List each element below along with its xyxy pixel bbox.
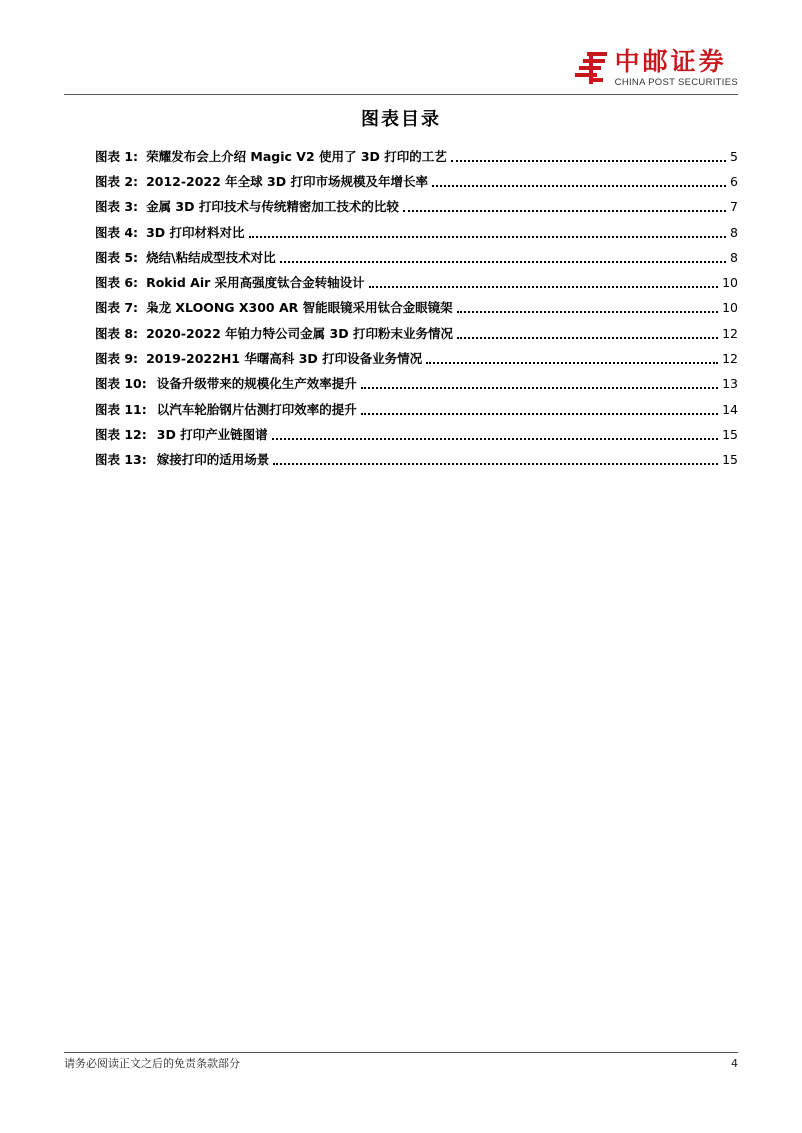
toc-entry-label: 图表 1:: [95, 148, 139, 164]
toc-entry-title: 金属 3D 打印技术与传统精密加工技术的比较: [146, 199, 399, 215]
brand-name-en: CHINA POST SECURITIES: [614, 77, 738, 88]
header-divider: [64, 94, 738, 95]
toc-entry[interactable]: [95, 296, 738, 321]
toc-entry-title: 设备升级带来的规模化生产效率提升: [156, 376, 357, 392]
toc-entry-page: 15: [722, 452, 738, 468]
toc-entry-page: 12: [722, 325, 738, 341]
toc-entry-page: 10: [722, 275, 738, 291]
toc-entry-title: 2020-2022 年铂力特公司金属 3D 打印粉末业务情况: [146, 325, 453, 341]
china-post-logo-icon: [573, 50, 609, 86]
toc-entry-title: 2012-2022 年全球 3D 打印市场规模及年增长率: [146, 173, 428, 189]
toc-entry-label: 图表 9:: [95, 351, 139, 367]
toc-entry-page: 8: [730, 224, 738, 240]
toc-leader-dots: [432, 185, 726, 187]
toc-entry-page: 5: [730, 148, 738, 164]
toc-entry-label: 图表 10:: [95, 376, 147, 392]
toc-leader-dots: [273, 463, 718, 465]
toc-entry[interactable]: [95, 245, 738, 270]
toc-entry[interactable]: [95, 422, 738, 447]
toc-entry-label: 图表 8:: [95, 325, 139, 341]
toc-entry[interactable]: [95, 220, 738, 245]
toc-entry-title: 3D 打印产业链图谱: [156, 426, 268, 442]
toc-entry-title: Rokid Air 采用高强度钛合金转轴设计: [146, 275, 365, 291]
toc-leader-dots: [451, 160, 726, 162]
toc-entry[interactable]: [95, 397, 738, 422]
toc-entry-label: 图表 2:: [95, 173, 139, 189]
page-title: 图表目录: [361, 109, 441, 130]
toc-entry-page: 15: [722, 426, 738, 442]
toc-leader-dots: [426, 362, 718, 364]
toc-leader-dots: [249, 236, 727, 238]
toc-leader-dots: [280, 261, 726, 263]
toc-entry[interactable]: [95, 448, 738, 473]
toc-entry-title: 烧结\粘结成型技术对比: [146, 249, 276, 265]
toc-entry[interactable]: [95, 169, 738, 194]
toc-leader-dots: [457, 337, 718, 339]
brand-logo-text: [615, 48, 738, 88]
toc-entry-label: 图表 13:: [95, 452, 147, 468]
toc-entry[interactable]: [95, 270, 738, 295]
toc-entry-page: 13: [722, 376, 738, 392]
footer-divider: [64, 1052, 738, 1053]
toc-entry-label: 图表 3:: [95, 199, 139, 215]
table-of-figures: [95, 144, 738, 473]
brand-name-cn: 中邮证券: [614, 47, 727, 76]
toc-entry-label: 图表 12:: [95, 426, 147, 442]
toc-leader-dots: [403, 210, 726, 212]
toc-entry-page: 14: [722, 401, 738, 417]
toc-entry[interactable]: [95, 372, 738, 397]
toc-entry[interactable]: [95, 144, 738, 169]
toc-entry-label: 图表 5:: [95, 249, 139, 265]
toc-entry-title: 枭龙 XLOONG X300 AR 智能眼镜采用钛合金眼镜架: [146, 300, 453, 316]
toc-entry-label: 图表 7:: [95, 300, 139, 316]
toc-leader-dots: [272, 438, 718, 440]
toc-entry-page: 8: [730, 249, 738, 265]
toc-entry[interactable]: [95, 195, 738, 220]
toc-entry-title: 以汽车轮胎钢片估测打印效率的提升: [156, 401, 357, 417]
page-number: 4: [731, 1057, 738, 1070]
toc-leader-dots: [369, 286, 718, 288]
toc-entry-title: 3D 打印材料对比: [146, 224, 245, 240]
toc-leader-dots: [457, 311, 718, 313]
toc-leader-dots: [361, 387, 718, 389]
toc-entry-label: 图表 4:: [95, 224, 139, 240]
brand-logo: [573, 48, 738, 88]
toc-entry-page: 10: [722, 300, 738, 316]
toc-entry-label: 图表 6:: [95, 275, 139, 291]
disclaimer-note: 请务必阅读正文之后的免责条款部分: [64, 1057, 240, 1070]
toc-entry-title: 2019-2022H1 华曙高科 3D 打印设备业务情况: [146, 351, 423, 367]
toc-entry-label: 图表 11:: [95, 401, 147, 417]
toc-entry-page: 6: [730, 173, 738, 189]
toc-entry-title: 荣耀发布会上介绍 Magic V2 使用了 3D 打印的工艺: [146, 148, 447, 164]
toc-entry-page: 7: [730, 199, 738, 215]
toc-leader-dots: [361, 413, 718, 415]
toc-entry[interactable]: [95, 321, 738, 346]
toc-entry-title: 嫁接打印的适用场景: [156, 452, 270, 468]
toc-entry[interactable]: [95, 346, 738, 371]
toc-entry-page: 12: [722, 351, 738, 367]
